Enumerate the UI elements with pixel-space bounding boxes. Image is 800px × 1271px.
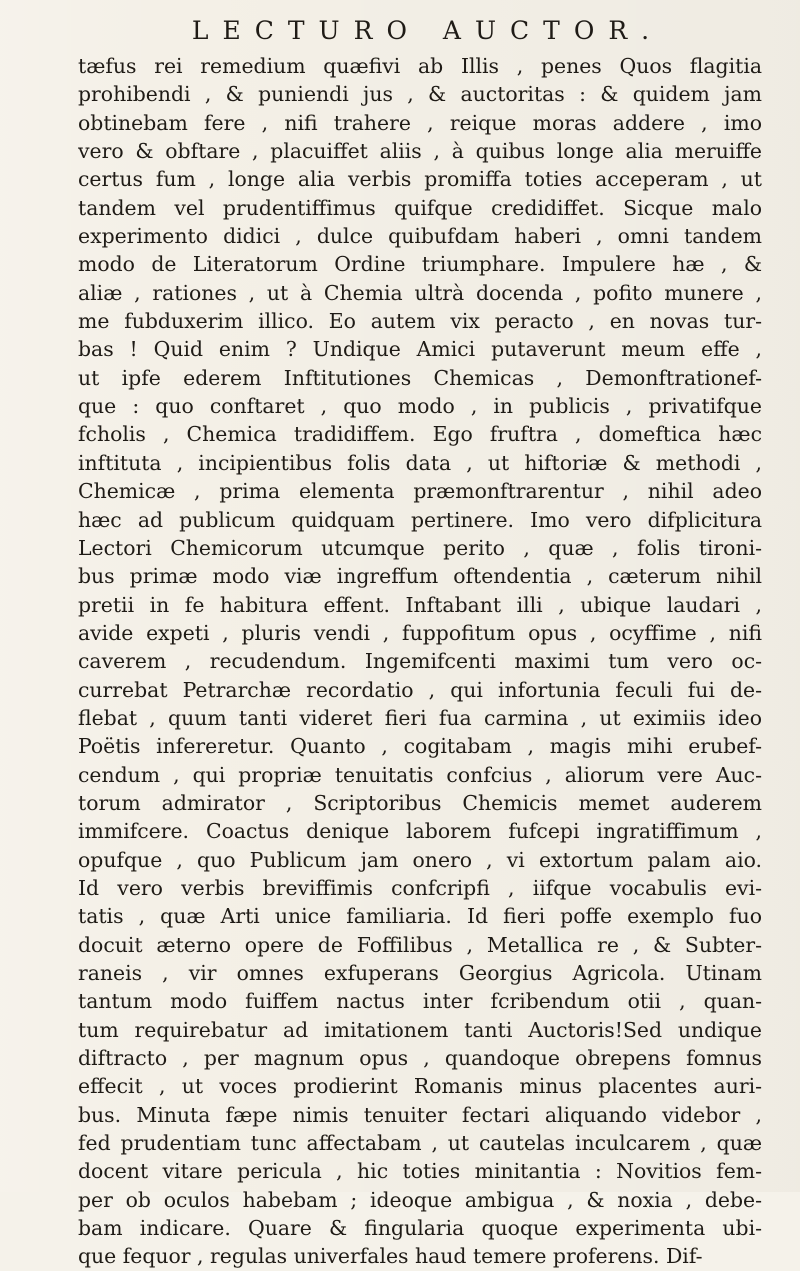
text-line: Lectori Chemicorum utcumque perito , quæ , folis tironi- xyxy=(78,535,762,560)
text-line: immifcere. Coactus denique laborem fufcepi ingratiffimum , xyxy=(78,819,762,844)
text-line: aliæ , rationes , ut à Chemia ultrà docenda , pofito munere , xyxy=(78,280,762,305)
text-line: Chemicæ , prima elementa præmonftrarentur , nihil adeo xyxy=(78,479,762,504)
text-line: bas ! Quid enim ? Undique Amici putaverunt meum effe , xyxy=(78,337,762,362)
text-line: caverem , recudendum. Ingemifcenti maximi tum vero oc- xyxy=(78,649,762,674)
text-line: cendum , qui propriæ tenuitatis confcius , aliorum vere Auc- xyxy=(78,762,762,787)
text-line: currebat Petrarchæ recordatio , qui infortunia feculi fui de- xyxy=(78,677,762,702)
text-line: fed prudentiam tunc affectabam , ut cautelas inculcarem , quæ xyxy=(78,1131,762,1156)
text-line: que fequor , regulas univerfales haud temere proferens. Dif- xyxy=(78,1244,703,1269)
text-line: pretii in fe habitura effent. Inftabant illi , ubique laudari , xyxy=(78,592,762,617)
text-line: tantum modo fuiffem nactus inter fcribendum otii , quan- xyxy=(78,989,762,1014)
text-line: diftracto , per magnum opus , quandoque obrepens fomnus xyxy=(78,1046,762,1071)
text-line: bus. Minuta fæpe nimis tenuiter fectari aliquando videbor , xyxy=(78,1102,762,1127)
text-line: docuit æterno opere de Foffilibus , Metallica re , & Subter- xyxy=(78,932,762,957)
text-line: bam indicare. Quare & fingularia quoque experimenta ubi- xyxy=(78,1216,762,1241)
text-line: certus fum , longe alia verbis promiffa toties acceperam , ut xyxy=(78,167,762,192)
text-line: que : quo conftaret , quo modo , in publicis , privatifque xyxy=(78,394,762,419)
text-line: tum requirebatur ad imitationem tanti Auctoris!Sed undique xyxy=(78,1017,762,1042)
body-text xyxy=(78,52,762,1271)
text-line: Poëtis infereretur. Quanto , cogitabam , magis mihi erubef- xyxy=(78,734,762,759)
text-line: tæfus rei remedium quæfivi ab Illis , penes Quos flagitia xyxy=(78,54,762,78)
text-line: docent vitare pericula , hic toties minitantia : Novitios fem- xyxy=(78,1159,762,1184)
text-line: flebat , quum tanti videret fieri fua carmina , ut eximiis ideo xyxy=(78,705,762,730)
text-line: torum admirator , Scriptoribus Chemicis memet auderem xyxy=(78,790,762,815)
text-line: bus primæ modo viæ ingreffum oftendentia , cæterum nihil xyxy=(78,564,762,589)
text-line: inftituta , incipientibus folis data , ut hiftoriæ & methodi , xyxy=(78,450,762,475)
text-line: hæc ad publicum quidquam pertinere. Imo vero difplicitura xyxy=(78,507,762,532)
text-line: fcholis , Chemica tradidiffem. Ego fruftra , domeftica hæc xyxy=(78,422,762,447)
text-line: experimento didici , dulce quibufdam haberi , omni tandem xyxy=(78,224,762,249)
text-line: obtinebam fere , nifi trahere , reique moras addere , imo xyxy=(78,110,762,135)
text-line: modo de Literatorum Ordine triumphare. Impulere hæ , & xyxy=(78,252,762,277)
running-header: LECTURO AUCTOR. xyxy=(191,16,664,45)
text-line: avide expeti , pluris vendi , fuppofitum opus , ocyffime , nifi xyxy=(78,620,762,645)
text-line: vero & obftare , placuiffet aliis , à quibus longe alia meruiffe xyxy=(78,139,762,164)
text-line: tandem vel prudentiffimus quifque credidiffet. Sicque malo xyxy=(78,195,762,220)
text-line: per ob oculos habebam ; ideoque ambigua , & noxia , debe- xyxy=(78,1187,762,1212)
text-line: effecit , ut voces prodierint Romanis minus placentes auri- xyxy=(78,1074,762,1099)
text-line: raneis , vir omnes exfuperans Georgius Agricola. Utinam xyxy=(78,961,762,985)
text-line: ut ipfe ederem Inftitutiones Chemicas , Demonftrationef- xyxy=(78,365,762,390)
text-line: opufque , quo Publicum jam onero , vi extortum palam aio. xyxy=(78,847,762,872)
text-line: me fubduxerim illico. Eo autem vix peracto , en novas tur- xyxy=(78,309,762,334)
text-line: Id vero verbis breviffimis confcripfi , iifque vocabulis evi- xyxy=(78,875,762,900)
text-line: prohibendi , & puniendi jus , & auctoritas : & quidem jam xyxy=(78,82,762,107)
text-line: tatis , quæ Arti unice familiaria. Id fieri poffe exemplo fuo xyxy=(78,904,762,929)
